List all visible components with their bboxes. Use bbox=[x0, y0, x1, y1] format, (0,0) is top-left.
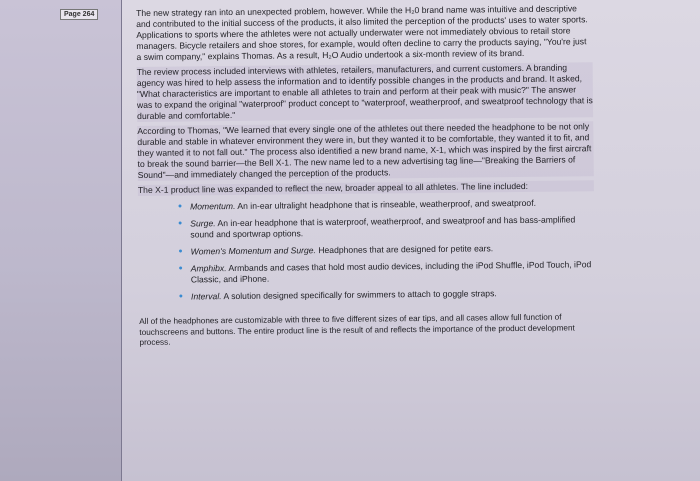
product-name: Women's Momentum and Surge. bbox=[190, 245, 316, 257]
paragraph-conclusion: All of the headphones are customizable with three to five different sizes of ear tips, and all cases allow full function of touchscreens and buttons. The entire product line is the result of and reflects the importance of the product development process. bbox=[139, 312, 575, 347]
list-item bbox=[178, 214, 594, 240]
product-name: Amphibx. bbox=[190, 263, 227, 274]
product-description: Armbands and cases that hold most audio devices, including the iPod Shuffle, iPod Touch, iPod Classic, and iPhone. bbox=[190, 259, 592, 285]
bullet-icon: • bbox=[178, 200, 183, 213]
product-name: Interval. bbox=[190, 291, 222, 302]
paragraph-product-line-intro: The X-1 product line was expanded to reflect the new, broader appeal to all athletes. The line included: bbox=[138, 180, 594, 196]
bullet-icon: • bbox=[178, 290, 183, 303]
list-item bbox=[178, 197, 594, 212]
product-description: An in-ear ultralight headphone that is rinseable, weatherproof, and sweatproof. bbox=[237, 197, 537, 211]
list-item bbox=[179, 242, 595, 257]
product-list bbox=[138, 197, 595, 303]
bullet-icon: • bbox=[178, 245, 183, 258]
product-name: Momentum. bbox=[190, 200, 236, 212]
document-page bbox=[122, 0, 700, 481]
page-number-label: Page 264 bbox=[60, 9, 98, 20]
paragraph-strategy-problem: The new strategy ran into an unexpected problem, however. While the H₂0 brand name was intuitive and descriptive and contributed to the initial success of the products, it also limited the perception of the products' uses to water sports. Applications to sports where the athletes were not actually underwater were not immediately obvious to retail store managers. Bicycle retailers and shoe stores, for example, would often decline to carry the products saying, "You're just a swim company," explains Thomas. As a result, H₂O Audio undertook a six-month review of its brand. bbox=[136, 3, 588, 62]
list-item bbox=[179, 259, 595, 285]
product-description: An in-ear headphone that is waterproof, weatherproof, and sweatproof and has bass-amplified sound and sportwrap options. bbox=[190, 214, 576, 240]
bullet-icon: • bbox=[178, 217, 183, 230]
bullet-icon: • bbox=[178, 262, 183, 275]
document-text bbox=[136, 3, 596, 352]
product-name: Surge. bbox=[190, 218, 216, 229]
list-item bbox=[179, 287, 595, 302]
product-description: A solution designed specifically for swimmers to attach to goggle straps. bbox=[223, 288, 497, 302]
paragraph-review-process: The review process included interviews with athletes, retailers, manufacturers, and current customers. A branding agency was hired to help assess the information and to identify possible changes in the products and brand. It asked, "What characteristics are important to enable all athletes to train and perform at their peak with music?" The answer was to expand the original "waterproof" product concept to "waterproof, weatherproof, and sweatproof technology that is durable and comfortable." bbox=[136, 62, 593, 121]
paragraph-thomas-quote: According to Thomas, "We learned that every single one of the athletes out there needed the headphone to be not only durable and stable in whatever environment they were in, but they wanted it to be comfortable, they wanted it to fit, and they wanted it to not fall out." The process also identified a new brand name, X-1, which was inspired by the first aircraft to break the sound barrier—the Bell X-1. The new name led to a new advertising tag line—"Breaking the Barriers of Sound"—and immediately changed the perception of the products. bbox=[137, 121, 594, 181]
product-description: Headphones that are designed for petite ears. bbox=[318, 243, 494, 256]
